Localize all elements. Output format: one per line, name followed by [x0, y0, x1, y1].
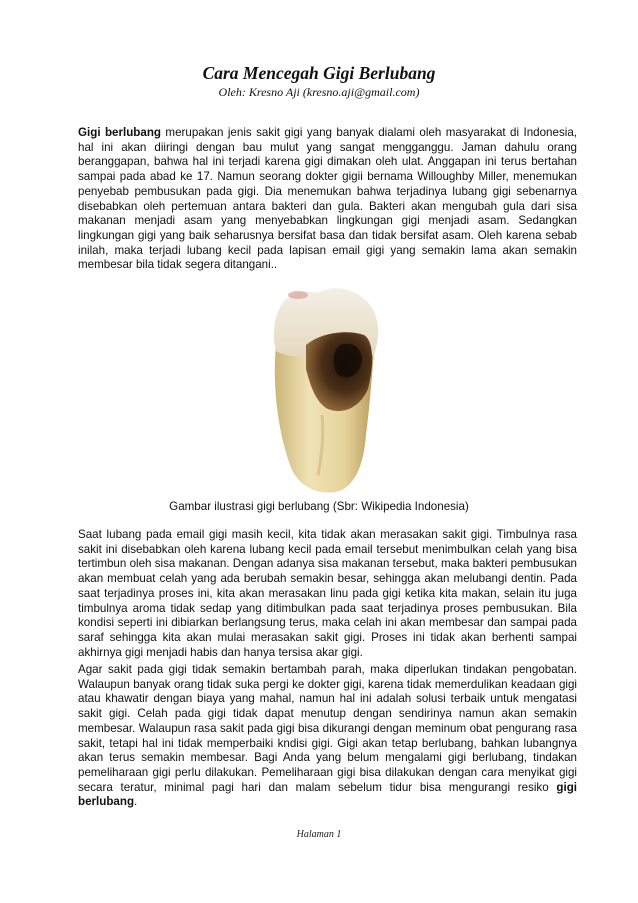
- intro-text: merupakan jenis sakit gigi yang banyak dialami oleh masyarakat di Indonesia, hal ini akan diiringi dengan bau mulut yang sangat mengganggu. Jaman dahulu orang beranggapan, bahwa hal ini terjadi karena gigi dimakan oleh ulat. Anggapan ini terus bertahan sampai pada abad ke 17. Namun seorang dokter gigii bernama Willoughby Miller, menemukan penyebab pembusukan pada gigi. Dia menemukan bahwa terjadinya lubang gigi sebenarnya disebabkan oleh pertemuan antara bakteri dan gula. Bakteri akan mengubah gula dari sisa makanan menjadi asam yang menyebabkan lingkungan gigi menjadi asam. Sedangkan lingkungan gigi yang baik seharusnya bersifat basa dan tidak bersifat asam. Oleh karena sebab inilah, maka terjadi lubang kecil pada lapisan email gigi yang semakin lama akan semakin membesar bila tidak segera ditangani..: [78, 126, 577, 272]
- treatment-tail: .: [134, 795, 138, 809]
- decayed-tooth-image: [262, 285, 388, 497]
- paragraph-process: Saat lubang pada email gigi masih kecil, kita tidak akan merasakan sakit gigi. Timbulnya rasa sakit ini disebabkan oleh karena lubang kecil pada email tersebut menimbulkan celah yang bisa tertimbun oleh sisa makanan. Dengan adanya sisa makanan tersebut, maka bakteri pembusukan akan membuat celah yang ada berubah semakin besar, sehingga akan melubangi dentin. Pada saat terjadinya proses ini, kita akan merasakan linu pada gigi ketika kita makan, selain itu juga timbulnya aroma tidak sedap yang ditimbulkan pada saat terjadinya proses pembusukan. Bila kondisi seperti ini dibiarkan berlangsung terus, maka celah ini akan membesar dan sampai pada saraf sehingga kita akan mulai merasakan sakit gigi. Proses ini tidak akan berhenti sampai akhirnya gigi menjadi habis dan hanya tersisa akar gigi.: [78, 528, 577, 659]
- page-number-footer: Halaman 1: [296, 829, 342, 840]
- treatment-text: Agar sakit pada gigi tidak semakin bertambah parah, maka diperlukan tindakan pengobatan. Walaupun banyak orang tidak suka pergi ke dokter gigi, karena tidak memerdulikan keadaan gigi atau khawatir dengan biaya yang mahal, namun hal ini adalah solusi terbaik untuk mengatasi sakit gigi. Celah pada gigi tidak dapat menutup dengan sendirinya namun akan semakin membesar. Walaupun rasa sakit pada gigi bisa dikurangi dengan meminum obat pengurang rasa sakit, tetapi hal ini tidak memperbaiki kndisi gigi. Gigi akan tetap berlubang, bahkan lubangnya akan terus semakin membesar. Bagi Anda yang belum mengalami gigi berlubang, tindakan pemeliharaan gigi perlu dilakukan. Pemeliharaan gigi bisa dilakukan dengan cara menyikat gigi secara teratur, minimal pagi hari dan malam sebelum tidur bisa mengurangi resiko: [78, 663, 577, 794]
- paragraph-treatment: [78, 663, 577, 810]
- document-title: Cara Mencegah Gigi Berlubang: [202, 63, 436, 83]
- treatment-bold-end: gigi berlubang: [78, 780, 577, 809]
- tooth-illustration: [262, 285, 388, 497]
- figure-caption: Gambar ilustrasi gigi berlubang (Sbr: Wikipedia Indonesia): [169, 500, 469, 513]
- document-byline: Oleh: Kresno Aji (kresno.aji@gmail.com): [218, 85, 420, 99]
- paragraph-intro: [78, 126, 577, 273]
- intro-lead-bold: Gigi berlubang: [78, 126, 162, 139]
